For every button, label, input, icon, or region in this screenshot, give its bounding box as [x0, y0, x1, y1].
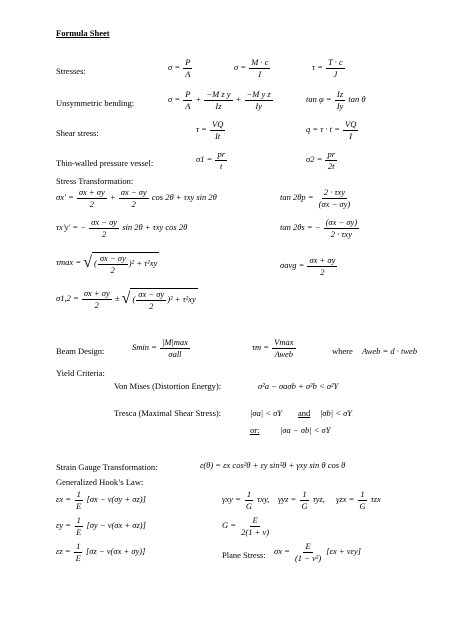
label-stress-transformation: Stress Transformation:	[56, 176, 134, 186]
formula-hooke-y: εy = $\frac{1}{E}$ [σy − ν(σx + σz)]	[56, 515, 146, 537]
label-shear-stress: Shear stress:	[56, 128, 99, 138]
formula-shear-angle: tan 2θs = − (σx − σy) 2 · τxy	[280, 217, 358, 239]
formula-web-shear: τm = Vmax Aweb	[252, 337, 294, 359]
label-plane-stress: Plane Stress:	[222, 550, 266, 560]
label-hookes-law: Generalized Hook’s Law:	[56, 477, 144, 487]
formula-hooke-z: εz = $\frac{1}{E}$ [σz − ν(σx + σy)]	[56, 541, 146, 563]
formula-bending-stress: σ = $\frac{M \cdot c}{I}$	[234, 57, 269, 79]
formula-hoop-stress: σ1 = $\frac{pr}{t}$	[196, 149, 225, 171]
formula-shear-strain-yz: γyz = $\frac{1}{G}$ τyz,	[278, 489, 325, 511]
label-yield-criteria: Yield Criteria:	[56, 368, 105, 378]
formula-shear-strain-xy: γxy = $\frac{1}{G}$ τxy,	[222, 489, 270, 511]
formula-section-modulus: Smin = |M|max σall	[132, 337, 188, 359]
page-title: Formula Sheet	[56, 28, 110, 38]
formula-shear-modulus: G = $\frac{E}{2(1 + \nu)}$	[222, 515, 270, 537]
formula-shear-stress: τ = $\frac{VQ}{It}$	[196, 119, 224, 141]
label-thin-walled: Thin-walled pressure vessel:	[56, 158, 154, 168]
label-tresca: Tresca (Maximal Shear Stress):	[114, 408, 222, 418]
formula-tresca-b: |σb| < σY	[320, 408, 353, 418]
formula-principal-angle: tan 2θp = 2 · τxy (σx − σy)	[280, 187, 351, 209]
formula-unsymmetric-bending: σ = $\frac{P}{A}$ + $\frac{\text{−M z y}}{Iz}$ + $\frac{\text{−M y z}}{Iy}$	[168, 89, 271, 111]
label-and: and	[298, 408, 311, 418]
formula-von-mises: σ²a − σaσb + σ²b < σ²Y	[258, 381, 339, 391]
formula-sigma-xprime: σx′ = $\frac{\sigma x + \sigma y}{2}$ + $\frac{\sigma x - \sigma y}{2}$ cos 2θ + τxy sin 2θ	[56, 187, 217, 209]
formula-tresca-diff: |σa − σb| < σY	[280, 425, 331, 435]
label-unsymmetric-bending: Unsymmetric bending:	[56, 98, 135, 108]
formula-strain-gauge: ε(θ) = εx cos²θ + εy sin²θ + γxy sin θ cos θ	[200, 460, 346, 470]
label-stresses: Stresses:	[56, 66, 86, 76]
label-beam-design: Beam Design:	[56, 346, 105, 356]
formula-shear-flow: q = τ · t = $\frac{VQ}{I}$	[306, 119, 357, 141]
formula-principal-stresses: σ1,2 = $\frac{\sigma x + \sigma y}{2}$ ± √ ( $\frac{\sigma x - \sigma y}{2}$ )² + τ²xy	[56, 288, 196, 311]
label-strain-gauge: Strain Gauge Transformation:	[56, 462, 158, 472]
formula-axial-stress: σ2 = $\frac{pr}{2t}$	[306, 149, 335, 171]
formula-torsion-stress: τ = $\frac{T \cdot c}{J}$	[312, 57, 343, 79]
formula-tau-max: τmax = √ ( $\frac{\sigma x - \sigma y}{2}$ )² + τ²xy	[56, 253, 158, 275]
formula-tau-xprime-yprime: τx′y′ = − $\frac{\sigma x - \sigma y}{2}$ sin 2θ + τxy cos 2θ	[56, 217, 188, 239]
label-where: where	[332, 346, 353, 356]
formula-normal-stress: σ = $\frac{P}{A}$	[168, 57, 191, 79]
formula-sigma-avg: σavg = $\frac{\sigma x + \sigma y}{2}$	[280, 255, 336, 277]
formula-hooke-x: εx = $\frac{1}{E}$ [σx − ν(σy + σz)]	[56, 489, 146, 511]
formula-shear-strain-zx: γzx = $\frac{1}{G}$ τzx	[336, 489, 381, 511]
label-or: or:	[250, 425, 260, 435]
formula-web-area: Aweb = d · tweb	[362, 346, 418, 356]
formula-tresca-a: |σa| < σY	[250, 408, 283, 418]
formula-neutral-axis-angle: tan φ = $\frac{Iz}{Iy}$ tan θ	[306, 89, 366, 111]
label-von-mises: Von Mises (Distortion Energy):	[114, 381, 222, 391]
formula-plane-stress: σx = $\frac{E}{\text{(1 − ν²)}}$ [εx + νεy]	[274, 541, 361, 563]
